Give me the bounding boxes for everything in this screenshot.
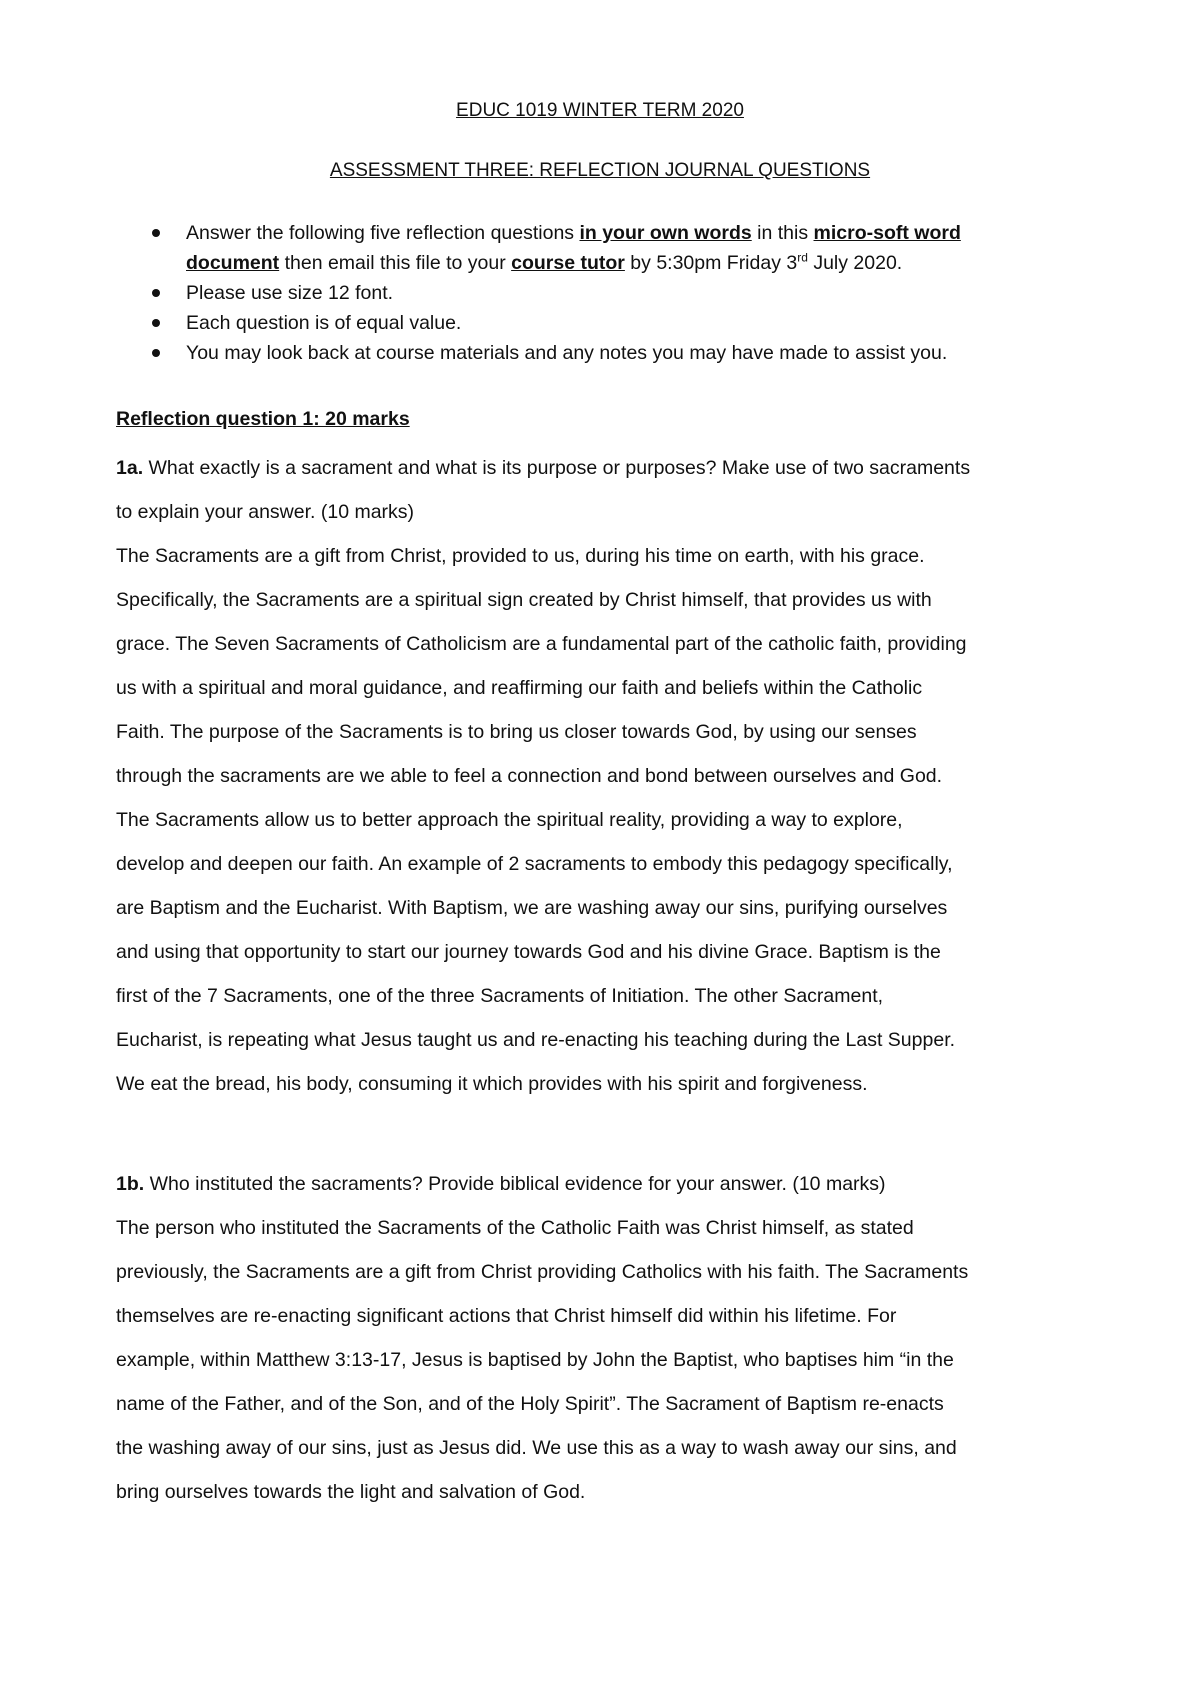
answer-line: bring ourselves towards the light and salvation of God. <box>116 1481 586 1503</box>
bullet-icon <box>152 349 160 357</box>
answer-line: us with a spiritual and moral guidance, and reaffirming our faith and beliefs within the Catholic <box>116 677 923 699</box>
instruction-list <box>148 218 1088 368</box>
question-line: 1a. What exactly is a sacrament and what is its purpose or purposes? Make use of two sacraments <box>116 457 971 479</box>
question-label: 1b. <box>116 1173 145 1195</box>
emphasis-own-words: in your own words <box>579 222 752 244</box>
bullet-icon <box>152 319 160 327</box>
answer-line: through the sacraments are we able to feel a connection and bond between ourselves and God. <box>116 765 943 787</box>
section-title: Reflection question 1: 20 marks <box>116 408 410 430</box>
answer-line: Eucharist, is repeating what Jesus taught us and re-enacting his teaching during the Last Supper. <box>116 1029 956 1051</box>
emphasis-course-tutor: course tutor <box>511 252 625 274</box>
instruction-item: Please use size 12 font. <box>148 278 1088 308</box>
answer-line: first of the 7 Sacraments, one of the three Sacraments of Initiation. The other Sacrament, <box>116 985 884 1007</box>
answer-line: previously, the Sacraments are a gift from Christ providing Catholics with his faith. The Sacraments <box>116 1261 969 1283</box>
bullet-icon <box>152 289 160 297</box>
question-1a <box>116 446 1106 534</box>
answer-line: develop and deepen our faith. An example of 2 sacraments to embody this pedagogy specifically, <box>116 853 953 875</box>
answer-line: are Baptism and the Eucharist. With Baptism, we are washing away our sins, purifying ourselves <box>116 897 948 919</box>
answer-line: The Sacraments allow us to better approach the spiritual reality, providing a way to explore, <box>116 809 903 831</box>
instruction-item: Answer the following five reflection questions in your own words in this micro-soft word document then email this file to your course tutor by 5:30pm Friday 3rd July 2020. <box>148 218 1088 278</box>
emphasis-word-document: micro-soft word <box>813 222 961 244</box>
answer-1b <box>116 1206 1106 1514</box>
question-line: to explain your answer. (10 marks) <box>116 501 415 523</box>
answer-line: themselves are re-enacting significant actions that Christ himself did within his lifetime. For <box>116 1305 897 1327</box>
answer-line: name of the Father, and of the Son, and of the Holy Spirit”. The Sacrament of Baptism re-enacts <box>116 1393 944 1415</box>
answer-line: Faith. The purpose of the Sacraments is to bring us closer towards God, by using our senses <box>116 721 917 743</box>
answer-line: grace. The Seven Sacraments of Catholicism are a fundamental part of the catholic faith, providing <box>116 633 967 655</box>
course-title: EDUC 1019 WINTER TERM 2020 <box>456 100 744 121</box>
emphasis-document: document <box>186 252 280 274</box>
answer-line: The Sacraments are a gift from Christ, provided to us, during his time on earth, with his grace. <box>116 545 925 567</box>
question-label: 1a. <box>116 457 144 479</box>
answer-line: The person who instituted the Sacraments of the Catholic Faith was Christ himself, as stated <box>116 1217 914 1239</box>
question-1b <box>116 1162 1106 1206</box>
answer-line: Specifically, the Sacraments are a spiritual sign created by Christ himself, that provides us with <box>116 589 932 611</box>
question-line: 1b. Who instituted the sacraments? Provide biblical evidence for your answer. (10 marks) <box>116 1173 886 1195</box>
answer-line: the washing away of our sins, just as Jesus did. We use this as a way to wash away our sins, and <box>116 1437 957 1459</box>
answer-1a <box>116 534 1106 1106</box>
answer-line: and using that opportunity to start our journey towards God and his divine Grace. Baptism is the <box>116 941 941 963</box>
instruction-item: You may look back at course materials and any notes you may have made to assist you. <box>148 338 1088 368</box>
answer-line: We eat the bread, his body, consuming it which provides with his spirit and forgiveness. <box>116 1073 868 1095</box>
bullet-icon <box>152 229 160 237</box>
answer-line: example, within Matthew 3:13-17, Jesus is baptised by John the Baptist, who baptises him “in the <box>116 1349 954 1371</box>
assessment-title: ASSESSMENT THREE: REFLECTION JOURNAL QUESTIONS <box>329 160 871 181</box>
instruction-item: Each question is of equal value. <box>148 308 1088 338</box>
